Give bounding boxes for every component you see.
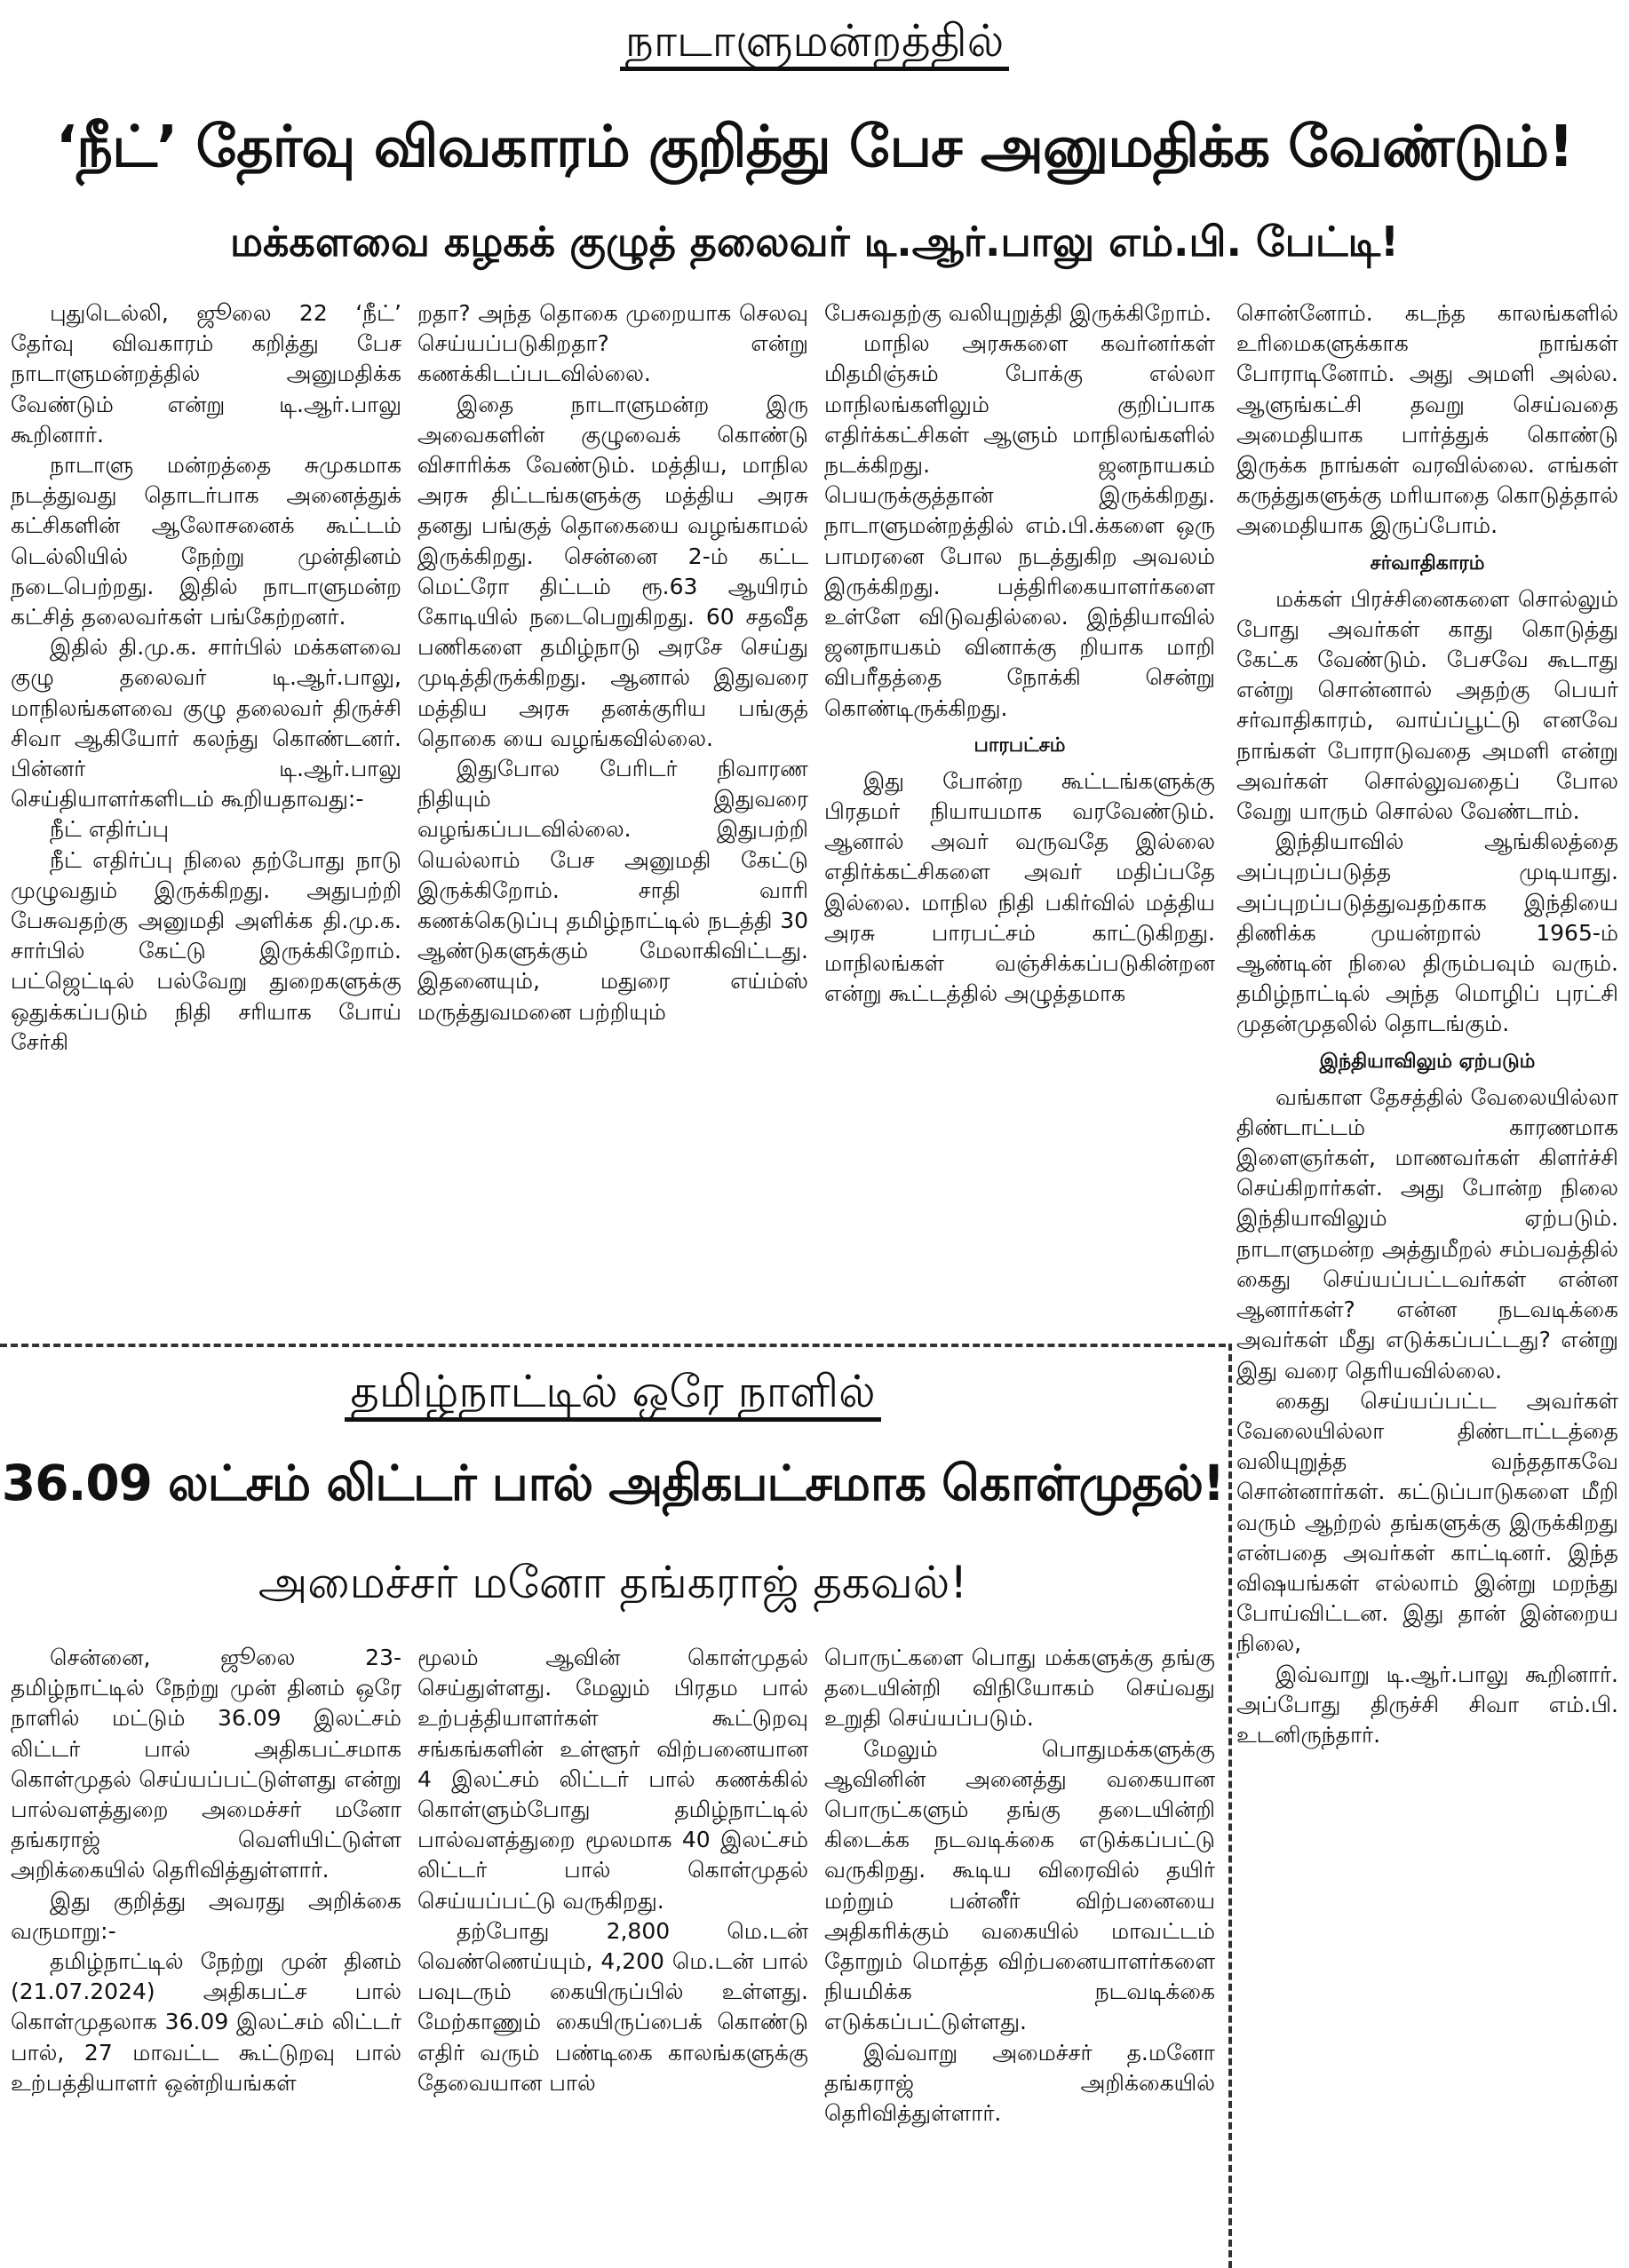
paragraph: புதுடெல்லி, ஜூலை 22 ‘நீட்’ தேர்வு விவகாரம் கறித்து பேச நாடாளுமன்றத்தில் அனுமதிக்க வேண்டும் என்று டி.ஆர்.பாலு கூறினார். [11, 300, 401, 448]
paragraph: மாநில அரசுகளை கவர்னர்கள் மிதமிஞ்சும் போக்கு எல்லா மாநிலங்களிலும் குறிப்பாக எதிர்க்கட்சிகள் ஆளும் மாநிலங்களில் நடக்கிறது. ஜனநாயகம் பெயருக்குத்தான் இருக்கிறது. நாடாளுமன்றத்தில் எம்.பி.க்களை ஒரு பாமரனை போல நடத்துகிற அவலம் இருக்கிறது. பத்திரிகையாளர்களை உள்ளே விடுவதில்லை. இந்தியாவில் ஜனநாயகம் வினாக்கு றியாக மாறி விபரீதத்தை நோக்கி சென்று கொண்டிருக்கிறது. [824, 330, 1215, 721]
article2-kicker: தமிழ்நாட்டில் ஒரே நாளில் [0, 1363, 1226, 1420]
paragraph: மேலும் பொதுமக்களுக்கு ஆவினின் அனைத்து வகையான பொருட்களும் தங்கு தடையின்றி கிடைக்க நடவடிக்கை எடுக்கப்பட்டு வருகிறது. கூடிய விரைவில் தயிர் மற்றும் பன்னீர் விற்பனையை அதிகரிக்கும் வகையில் மாவட்டம் தோறும் மொத்த விற்பனையாளர்களை நியமிக்க நடவடிக்கை எடுக்கப்பட்டுள்ளது. [824, 1735, 1215, 2035]
article2-column-2 [417, 1643, 808, 2263]
paragraph: நாடாளு மன்றத்தை சுமுகமாக நடத்துவது தொடர்பாக அனைத்துக் கட்சிகளின் ஆலோசனைக் கூட்டம் டெல்லியில் நேற்று முன்தினம் நடைபெற்றது. இதில் நாடாளுமன்ற கட்சித் தலைவர்கள் பங்கேற்றனர். [11, 452, 401, 630]
paragraph: இது குறித்து அவரது அறிக்கை வருமாறு:- [11, 1887, 401, 1944]
paragraph: இந்தியாவில் ஆங்கிலத்தை அப்புறப்படுத்த முடியாது. அப்புறப்படுத்துவதற்காக இந்தியை திணிக்க முயன்றால் 1965-ம் ஆண்டின் நிலை திரும்பவும் வரும். தமிழ்நாட்டில் அந்த மொழிப் புரட்சி முதன்முதலில் தொடங்கும். [1236, 829, 1618, 1037]
article1-subhead: மக்களவை கழகக் குழுத் தலைவர் டி.ஆர்.பாலு எம்.பி. பேட்டி! [229, 218, 1400, 266]
paragraph: மூலம் ஆவின் கொள்முதல் செய்துள்ளது. மேலும் பிரதம பால் உற்பத்தியாளர்கள் கூட்டுறவு சங்கங்களின் உள்ளூர் விற்பனையான 4 இலட்சம் லிட்டர் பால் கணக்கில் கொள்ளும்போது தமிழ்நாட்டில் பால்வளத்துறை மூலமாக 40 இலட்சம் லிட்டர் பால் கொள்முதல் செய்யப்பட்டு வருகிறது. [417, 1645, 808, 1914]
column-divider [1228, 1344, 1232, 2268]
paragraph: நீட் எதிர்ப்பு நிலை தற்போது நாடு முழுவதும் இருக்கிறது. அதுபற்றி பேசுவதற்கு அனுமதி அளிக்க தி.மு.க. சார்பில் கேட்டு இருக்கிறோம். பட்ஜெட்டில் பல்வேறு துறைகளுக்கு ஒதுக்கப்படும் நிதி சரியாக போய் சேர்கி [11, 846, 401, 1055]
article1-column-4 [1236, 298, 1618, 2261]
paragraph: இதை நாடாளுமன்ற இரு அவைகளின் குழுவைக் கொண்டு விசாரிக்க வேண்டும். மத்திய, மாநில அரசு திட்டங்களுக்கு மத்திய அரசு தனது பங்குத் தொகையை வழங்காமல் இருக்கிறது. சென்னை 2-ம் கட்ட மெட்ரோ திட்டம் ரூ.63 ஆயிரம் கோடியில் நடைபெறுகிறது. 60 சதவீத பணிகளை தமிழ்நாடு அரசே செய்து முடித்திருக்கிறது. ஆனால் இதுவரை மத்திய அரசு தனக்குரிய பங்குத் தொகை யை வழங்கவில்லை. [417, 391, 808, 751]
paragraph: சொன்னோம். கடந்த காலங்களில் உரிமைகளுக்காக நாங்கள் போராடினோம். அது அமளி அல்ல. ஆளுங்கட்சி தவறு செய்வதை அமைதியாக பார்த்துக் கொண்டு இருக்க நாங்கள் வரவில்லை. எங்கள் கருத்துகளுக்கு மரியாதை கொடுத்தால் அமைதியாக இருப்போம். [1236, 300, 1618, 539]
paragraph: தற்போது 2,800 மெ.டன் வெண்ணெய்யும், 4,200 மெ.டன் பால் பவுடரும் கையிருப்பில் உள்ளது. மேற்காணும் கையிருப்பைக் கொண்டு எதிர் வரும் பண்டிகை காலங்களுக்கு தேவையான பால் [417, 1917, 808, 2096]
article1-kicker: நாடாளுமன்றத்தில் [0, 12, 1629, 69]
paragraph: இதில் தி.மு.க. சார்பில் மக்களவை குழு தலைவர் டி.ஆர்.பாலு, மாநிலங்களவை குழு தலைவர் திருச்சி சிவா ஆகியோர் கலந்து கொண்டனர். பின்னர் டி.ஆர்.பாலு செய்தியாளர்களிடம் கூறியதாவது:- [11, 634, 401, 813]
section-heading: இந்தியாவிலும் ஏற்படும் [1319, 1050, 1536, 1073]
article2-headline: 36.09 லட்சம் லிட்டர் பால் அதிகபட்சமாக கொள்முதல்! [1, 1455, 1225, 1511]
article1-column-1 [11, 298, 401, 1339]
article2-subhead: அமைச்சர் மனோ தங்கராஜ் தகவல்! [258, 1557, 968, 1608]
article2-column-1 [11, 1643, 401, 2263]
subheading: நீட் எதிர்ப்பு [50, 816, 170, 843]
paragraph: பொருட்களை பொது மக்களுக்கு தங்கு தடையின்றி விநியோகம் செய்வது உறுதி செய்யப்படும். [824, 1645, 1215, 1732]
paragraph: தமிழ்நாட்டில் நேற்று முன் தினம் (21.07.2024) அதிகபட்ச பால் கொள்முதலாக 36.09 இலட்சம் லிட்டர் பால், 27 மாவட்ட கூட்டுறவு பால் உற்பத்தியாளர் ஒன்றியங்கள் [11, 1948, 401, 2096]
paragraph: இது போன்ற கூட்டங்களுக்கு பிரதமர் நியாயமாக வரவேண்டும். ஆனால் அவர் வருவதே இல்லை எதிர்க்கட்சிகளை அவர் மதிப்பதே இல்லை. மாநில நிதி பகிர்வில் மத்திய அரசு பாரபட்சம் காட்டுகிறது. மாநிலங்கள் வஞ்சிக்கப்படுகின்றன என்று கூட்டத்தில் அழுத்தமாக [824, 767, 1215, 1007]
paragraph: இவ்வாறு டி.ஆர்.பாலு கூறினார். அப்போது திருச்சி சிவா எம்.பி. உடனிருந்தார். [1236, 1661, 1618, 1748]
article-divider [0, 1344, 1226, 1347]
paragraph: பேசுவதற்கு வலியுறுத்தி இருக்கிறோம். [824, 300, 1212, 326]
paragraph: இவ்வாறு அமைச்சர் த.மனோ தங்கராஜ் அறிக்கையில் தெரிவித்துள்ளார். [824, 2039, 1215, 2127]
article1-column-2 [417, 298, 808, 1339]
paragraph: கைது செய்யப்பட்ட அவர்கள் வேலையில்லா திண்டாட்டத்தை வலியுறுத்த வந்ததாகவே சொன்னார்கள். கட்டுப்பாடுகளை மீறி வரும் ஆற்றல் தங்களுக்கு இருக்கிறது என்பதை அவர்கள் காட்டினர். இந்த விஷயங்கள் எல்லாம் இன்று மறந்து போய்விட்டன. இது தான் இன்றைய நிலை, [1236, 1387, 1618, 1657]
paragraph: வங்காள தேசத்தில் வேலையில்லா திண்டாட்டம் காரணமாக இளைஞர்கள், மாணவர்கள் கிளர்ச்சி செய்கிறார்கள். அது போன்ற நிலை இந்தியாவிலும் ஏற்படும். நாடாளுமன்ற அத்துமீறல் சம்பவத்தில் கைது செய்யப்பட்டவர்கள் என்ன ஆனார்கள்? என்ன நடவடிக்கை அவர்கள் மீது எடுக்கப்பட்டது? என்று இது வரை தெரியவில்லை. [1236, 1083, 1618, 1384]
section-heading: பாரபட்சம் [973, 734, 1066, 757]
article2-column-3 [824, 1643, 1215, 2263]
paragraph: மக்கள் பிரச்சினைகளை சொல்லும் போது அவர்கள் காது கொடுத்து கேட்க வேண்டும். பேசவே கூடாது என்று சொன்னால் அதற்கு பெயர் சர்வாதிகாரம், வாய்ப்பூட்டு எனவே நாங்கள் போராடுவதை அமளி என்று அவர்கள் சொல்லுவதைப் போல வேறு யாரும் சொல்ல வேண்டாம். [1236, 585, 1618, 825]
paragraph: இதுபோல பேரிடர் நிவாரண நிதியும் இதுவரை வழங்கப்படவில்லை. இதுபற்றி யெல்லாம் பேச அனுமதி கேட்டு இருக்கிறோம். சாதி வாரி கணக்கெடுப்பு தமிழ்நாட்டில் நடத்தி 30 ஆண்டுகளுக்கும் மேலாகிவிட்டது. இதனையும், மதுரை எய்ம்ஸ் மருத்துவமனை பற்றியும் [417, 756, 808, 1025]
paragraph: சென்னை, ஜூலை 23- தமிழ்நாட்டில் நேற்று முன் தினம் ஒரே நாளில் மட்டும் 36.09 இலட்சம் லிட்டர் பால் அதிகபட்சமாக கொள்முதல் செய்யப்பட்டுள்ளது என்று பால்வளத்துறை அமைச்சர் மனோ தங்கராஜ் வெளியிட்டுள்ள அறிக்கையில் தெரிவித்துள்ளார். [11, 1645, 401, 1883]
section-heading: சர்வாதிகாரம் [1370, 551, 1485, 575]
article1-headline: ‘நீட்’ தேர்வு விவகாரம் குறித்து பேச அனுமதிக்க வேண்டும்! [55, 115, 1574, 180]
article1-column-3 [824, 298, 1215, 1339]
paragraph: றதா? அந்த தொகை முறையாக செலவு செய்யப்படுகிறதா? என்று கணக்கிடப்படவில்லை. [417, 300, 808, 387]
